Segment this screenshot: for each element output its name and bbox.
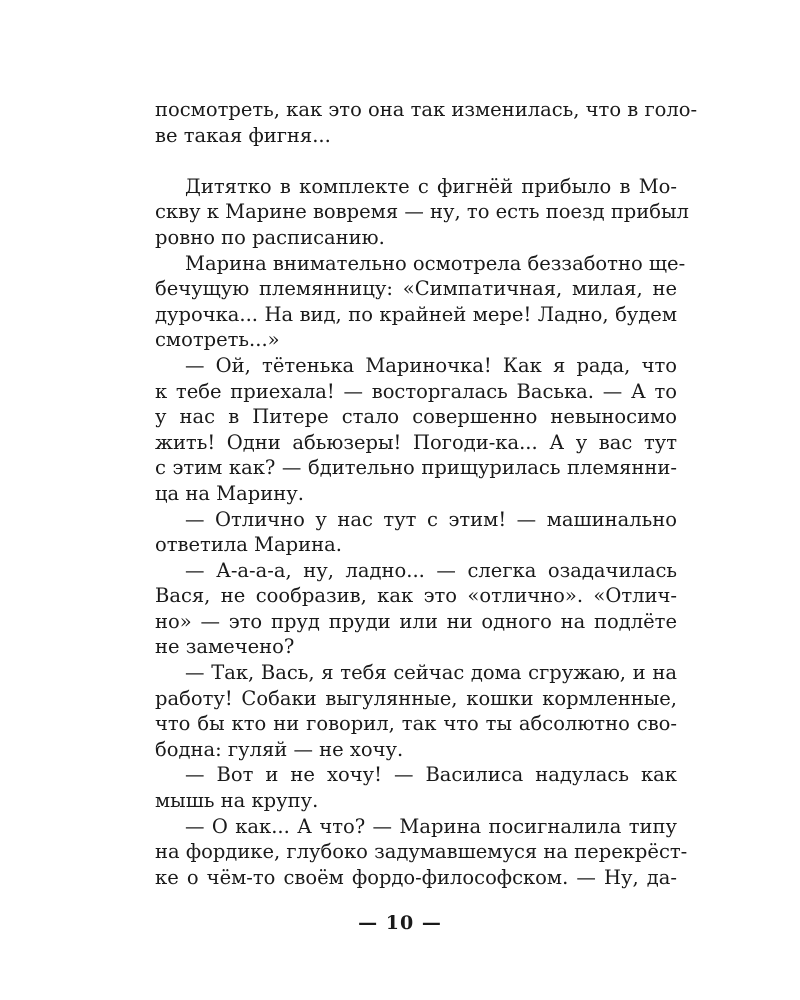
- text-line: бечущую племянницу: «Симпатичная, милая, не: [155, 277, 677, 301]
- text-line: дурочка... На вид, по крайней мере! Ладно, будем: [155, 302, 677, 326]
- text-line: на фордике, глубоко задумавшемуся на перекрёст-: [155, 840, 688, 864]
- text-line: ответила Марина.: [155, 533, 342, 557]
- text-line: — Вот и не хочу! — Василиса надулась как: [185, 763, 677, 787]
- text-line: жить! Одни абьюзеры! Погоди-ка... А у вас тут: [155, 430, 677, 454]
- page-number: — 10 —: [358, 912, 442, 934]
- text-line: — Так, Вась, я тебя сейчас дома сгружаю, и на: [185, 661, 677, 685]
- text-line: что бы кто ни говорил, так что ты абсолютно сво-: [155, 712, 677, 736]
- text-line: Марина внимательно осмотрела беззаботно ще-: [185, 251, 686, 275]
- text-line: — Ой, тётенька Мариночка! Как я рада, что: [185, 353, 677, 377]
- text-line: — О как... А что? — Марина посигналила типу: [185, 814, 677, 838]
- text-line: Дитятко в комплекте с фигнёй прибыло в Мо-: [185, 174, 677, 198]
- text-line: Вася, не сообразив, как это «отлично». «Отлич-: [155, 584, 677, 608]
- text-line: смотреть...»: [155, 328, 280, 352]
- text-line: ве такая фигня...: [155, 123, 331, 147]
- text-line: ровно по расписанию.: [155, 225, 385, 249]
- text-line: с этим как? — бдительно прищурилась племянни-: [155, 456, 677, 480]
- text-line: — Отлично у нас тут с этим! — машинально: [185, 507, 677, 531]
- text-line: бодна: гуляй — не хочу.: [155, 737, 404, 761]
- text-line: у нас в Питере стало совершенно невыносимо: [155, 405, 677, 429]
- text-line: к тебе приехала! — восторгалась Васька. — А то: [155, 379, 677, 403]
- text-line: ца на Марину.: [155, 481, 304, 505]
- text-line: работу! Собаки выгулянные, кошки кормленные,: [155, 686, 677, 710]
- text-line: ке о чём-то своём фордо-философском. — Ну, да-: [155, 865, 677, 889]
- text-line: скву к Марине вовремя — ну, то есть поезд прибыл: [155, 200, 689, 224]
- text-line: не замечено?: [155, 635, 295, 659]
- text-line: мышь на крупу.: [155, 789, 319, 813]
- text-line: — А-а-а-а, ну, ладно... — слегка озадачилась: [185, 558, 677, 582]
- paragraph-gap: [155, 148, 677, 174]
- text-line: посмотреть, как это она так изменилась, что в голо-: [155, 98, 698, 121]
- page-body-text: [155, 97, 698, 890]
- text-line: но» — это пруд пруди или ни одного на подлёте: [155, 609, 677, 633]
